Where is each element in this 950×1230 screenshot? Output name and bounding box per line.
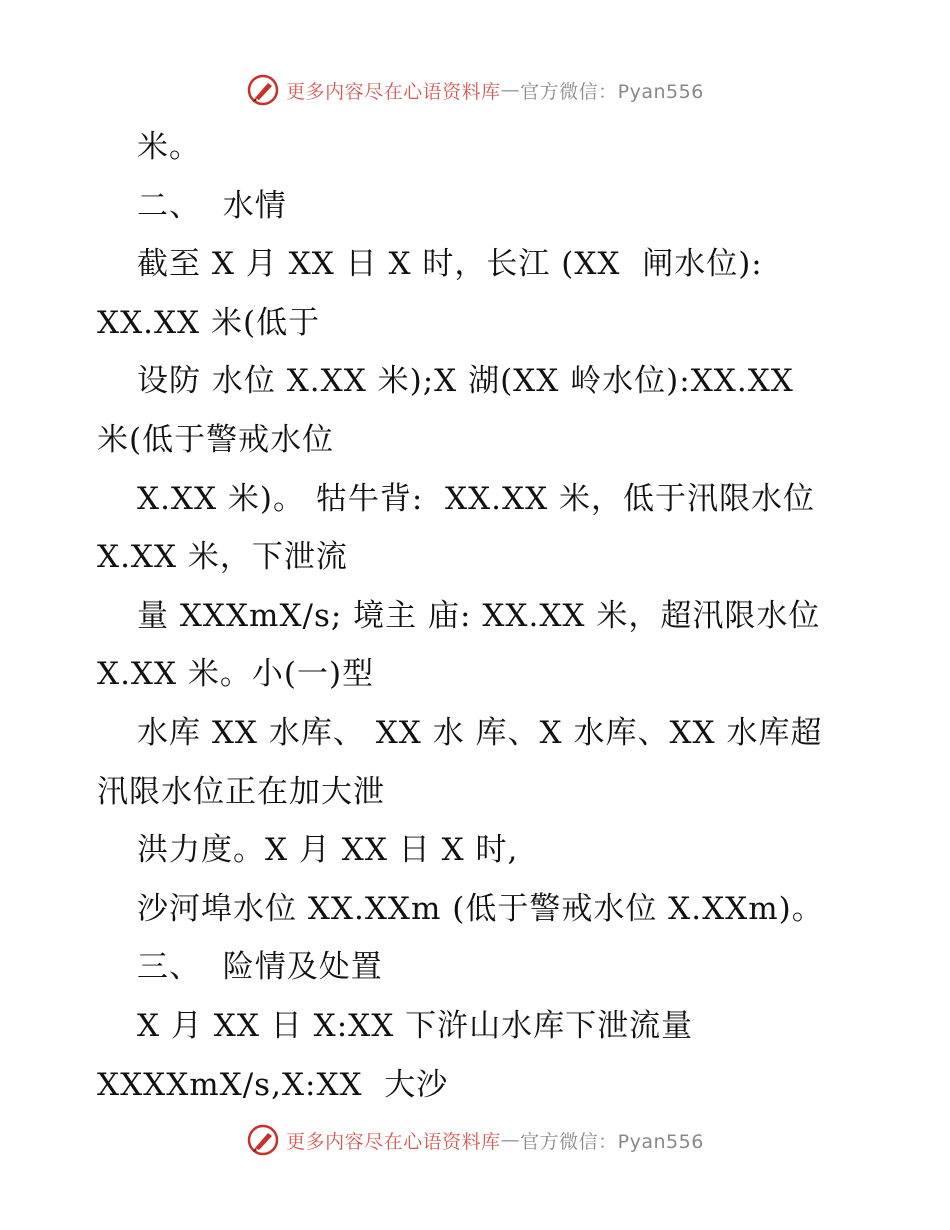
text-line: XX.XX 米(低于 xyxy=(97,304,321,341)
pen-logo-icon xyxy=(246,1123,280,1157)
text-line: 沙河埠水位 XX.XXm (低于警戒水位 X.XXm)。 xyxy=(137,890,824,927)
section-heading-danger: 三、 险情及处置 xyxy=(137,949,383,986)
pen-logo-icon xyxy=(246,73,280,107)
text-line: XXXXmX/s,X:XX 大沙 xyxy=(97,1066,449,1103)
header-watermark xyxy=(0,70,950,110)
watermark-prefix: 更多内容尽在心语资料库 xyxy=(286,80,501,103)
watermark-dash: — xyxy=(500,79,521,101)
text-line: 汛限水位正在加大泄 xyxy=(97,773,385,810)
text-line: X 月 XX 日 X:XX 下浒山水库下泄流量 xyxy=(137,1007,694,1044)
watermark-suffix: 官方微信：Pyan556 xyxy=(520,80,704,103)
section-heading-water: 二、 水情 xyxy=(137,187,287,224)
text-line: 洪力度。X 月 XX 日 X 时, xyxy=(137,832,519,869)
text-line: 量 XXXmX/s; 境主 庙: XX.XX 米，超汛限水位 xyxy=(137,597,821,634)
text-line: 米(低于警戒水位 xyxy=(97,421,335,458)
text-line: 截至 X 月 XX 日 X 时，长江 (XX 闸水位): xyxy=(137,246,763,283)
text-line: X.XX 米，下泄流 xyxy=(97,539,348,576)
text-line: X.XX 米)。 牯牛背: XX.XX 米，低于汛限水位 xyxy=(137,480,816,517)
watermark-prefix: 更多内容尽在心语资料库 xyxy=(286,1130,501,1153)
watermark-dash: — xyxy=(500,1129,521,1151)
watermark-suffix: 官方微信：Pyan556 xyxy=(520,1130,704,1153)
text-line: 设防 水位 X.XX 米);X 湖(XX 岭水位):XX.XX xyxy=(137,363,794,400)
footer-watermark xyxy=(0,1120,950,1160)
text-line: 水库 XX 水库、 XX 水 库、X 水库、XX 水库超 xyxy=(137,714,823,751)
document-body xyxy=(97,118,867,1114)
text-line: 米。 xyxy=(137,129,201,165)
text-line: X.XX 米。小(一)型 xyxy=(97,656,375,693)
